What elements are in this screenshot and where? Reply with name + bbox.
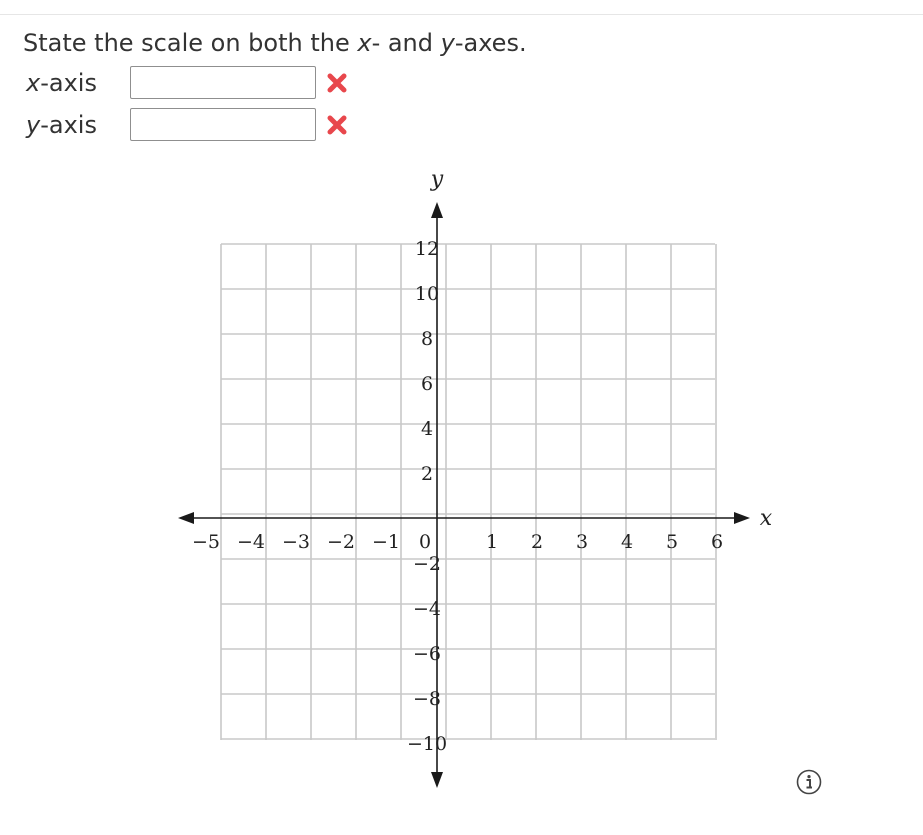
y-tick-label: −6	[412, 643, 442, 665]
y-tick-label: −10	[406, 733, 448, 755]
y-tick-label: −4	[412, 598, 442, 620]
y-axis-arrow-down	[431, 772, 443, 788]
x-tick-label: 6	[710, 531, 724, 553]
y-tick-label: 2	[420, 463, 434, 485]
x-tick-label: 5	[665, 531, 679, 553]
x-tick-label: 3	[575, 531, 589, 553]
x-tick-label: −5	[191, 531, 221, 553]
y-tick-label: 4	[420, 418, 434, 440]
y-axis-row	[26, 108, 348, 141]
x-axis-scale-input[interactable]	[130, 66, 316, 99]
x-mark-icon	[326, 114, 348, 136]
y-tick-label: −8	[412, 688, 442, 710]
y-tick-label: −2	[412, 553, 442, 575]
x-mark-icon	[326, 72, 348, 94]
x-tick-label: 0	[418, 531, 432, 553]
y-tick-label: 6	[420, 373, 434, 395]
x-axis-variable-label: x	[759, 506, 773, 531]
x-axis-label: x-axis	[26, 68, 97, 97]
x-tick-label: 4	[620, 531, 634, 553]
x-axis-row	[26, 66, 348, 99]
y-tick-label: 8	[420, 328, 434, 350]
x-tick-label: −2	[326, 531, 356, 553]
x-axis-arrow-left	[178, 512, 194, 524]
y-axis-scale-input[interactable]	[130, 108, 316, 141]
y-axis-label: y-axis	[26, 110, 97, 139]
coordinate-graph	[160, 160, 790, 800]
x-tick-label: −1	[371, 531, 401, 553]
question-prompt: State the scale on both the x- and y-axes.	[23, 29, 527, 57]
y-tick-label: 10	[414, 283, 440, 305]
x-tick-label: −4	[236, 531, 266, 553]
y-tick-label: 12	[414, 238, 440, 260]
y-axis-arrow-up	[431, 202, 443, 218]
x-tick-label: 2	[530, 531, 544, 553]
top-divider	[0, 14, 923, 15]
info-icon[interactable]	[796, 769, 822, 795]
x-axis-arrow-right	[734, 512, 750, 524]
x-tick-label: 1	[485, 531, 499, 553]
x-tick-label: −3	[281, 531, 311, 553]
y-axis-variable-label: y	[430, 167, 444, 192]
